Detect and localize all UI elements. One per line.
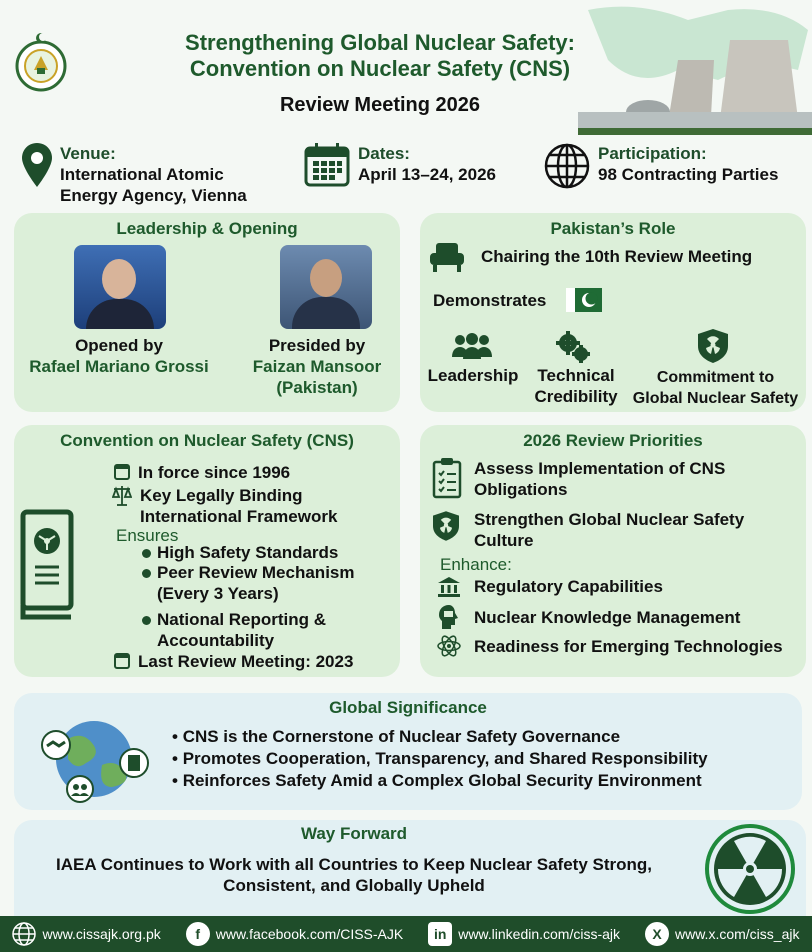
significance-bullet: • Reinforces Safety Amid a Complex Global Security Environment (172, 771, 702, 790)
facebook-link[interactable]: f www.facebook.com/CISS-AJK (186, 922, 404, 946)
mansoor-name: Faizan Mansoor (252, 357, 382, 376)
significance-panel (14, 693, 802, 810)
linkedin-icon: in (428, 922, 452, 946)
map-pin-icon (22, 143, 52, 187)
globe-icon (544, 143, 590, 189)
enhance-item: Regulatory Capabilities (474, 577, 663, 596)
gears-icon (556, 331, 590, 363)
strengthen-priority: Strengthen Global Nuclear Safety Culture (474, 510, 745, 550)
calendar-icon (114, 462, 130, 480)
grossi-photo (74, 245, 166, 329)
leadership-panel (14, 213, 400, 412)
mansoor-photo (280, 245, 372, 329)
calendar-icon (114, 651, 130, 669)
pakistan-role-panel (420, 213, 806, 412)
cns-title: Convention on Nuclear Safety (CNS) (60, 431, 354, 450)
linkedin-link[interactable]: in www.linkedin.com/ciss-ajk (428, 922, 620, 946)
significance-bullet: • CNS is the Cornerstone of Nuclear Safety Governance (172, 727, 621, 746)
radiation-shield-icon (698, 329, 728, 363)
facebook-icon: f (186, 922, 210, 946)
framework-text: Key Legally Binding International Framework (140, 486, 338, 526)
assess-priority: Assess Implementation of CNS Obligations (474, 459, 726, 499)
commitment-item: Commitment to Global Nuclear Safety (632, 369, 799, 407)
page-title-line1: Strengthening Global Nuclear Safety: (185, 30, 575, 55)
page-subtitle: Review Meeting 2026 (279, 94, 481, 116)
radiation-book-icon (20, 509, 74, 621)
opened-by-label: Opened by (75, 336, 163, 355)
scales-icon (112, 485, 132, 507)
atom-icon (437, 634, 461, 658)
calendar-icon (304, 143, 350, 187)
venue-info (22, 143, 247, 206)
globe-cooperation-icon (38, 715, 150, 803)
significance-bullet: • Promotes Cooperation, Transparency, and Shared Responsibility (172, 749, 708, 768)
people-icon (452, 333, 492, 359)
last-meeting-text: Last Review Meeting: 2023 (138, 652, 354, 671)
priorities-panel (420, 425, 806, 677)
venue-value: International Atomic Energy Agency, Vienna (60, 165, 247, 205)
ensures-bullet: National Reporting & Accountability (142, 609, 326, 651)
cns-panel (14, 425, 400, 677)
pakistan-role-title: Pakistan’s Role (550, 219, 676, 238)
checklist-icon (432, 457, 462, 499)
technical-credibility-item: Technical Credibility (534, 366, 618, 406)
ensures-label: Ensures (116, 526, 179, 545)
page-title-line2: Convention on Nuclear Safety (CNS) (189, 56, 571, 81)
venue-label: Venue: (60, 144, 116, 163)
significance-title: Global Significance (329, 698, 487, 717)
demonstrates-label: Demonstrates (433, 291, 547, 310)
mansoor-country: (Pakistan) (276, 378, 358, 397)
presided-by-label: Presided by (268, 336, 366, 355)
x-icon: X (645, 922, 669, 946)
participation-info (544, 143, 778, 189)
head-book-icon (439, 605, 459, 629)
chairing-text: Chairing the 10th Review Meeting (481, 247, 753, 266)
ensures-bullet: High Safety Standards (142, 542, 338, 563)
leadership-item: Leadership (427, 366, 519, 385)
ciss-logo (10, 30, 72, 94)
globe-icon (12, 922, 36, 946)
dates-label: Dates: (358, 144, 410, 163)
priorities-title: 2026 Review Priorities (523, 431, 703, 450)
ensures-bullet: Peer Review Mechanism (Every 3 Years) (142, 562, 354, 604)
grossi-name: Rafael Mariano Grossi (29, 357, 209, 376)
footer (0, 916, 812, 952)
header (100, 30, 660, 117)
in-force-text: In force since 1996 (138, 463, 291, 482)
radiation-icon (704, 823, 796, 915)
enhance-label: Enhance: (440, 555, 512, 574)
dates-value: April 13–24, 2026 (358, 165, 496, 184)
dates-info (304, 143, 496, 187)
leadership-title: Leadership & Opening (116, 219, 298, 238)
x-link[interactable]: X www.x.com/ciss_ajk (645, 922, 799, 946)
institution-icon (438, 577, 460, 597)
enhance-item: Readiness for Emerging Technologies (474, 637, 783, 656)
enhance-item: Nuclear Knowledge Management (474, 608, 741, 627)
website-link[interactable]: www.cissajk.org.pk (12, 922, 160, 946)
way-forward-text: IAEA Continues to Work with all Countries to Keep Nuclear Safety Strong, Consistent, and Globally Upheld (55, 855, 652, 895)
chair-icon (430, 243, 464, 273)
radiation-shield-icon (433, 510, 459, 542)
participation-label: Participation: (598, 144, 707, 163)
way-forward-title: Way Forward (300, 824, 408, 843)
way-forward-panel (14, 820, 806, 920)
participation-value: 98 Contracting Parties (598, 165, 779, 184)
pakistan-flag-icon (566, 288, 602, 312)
